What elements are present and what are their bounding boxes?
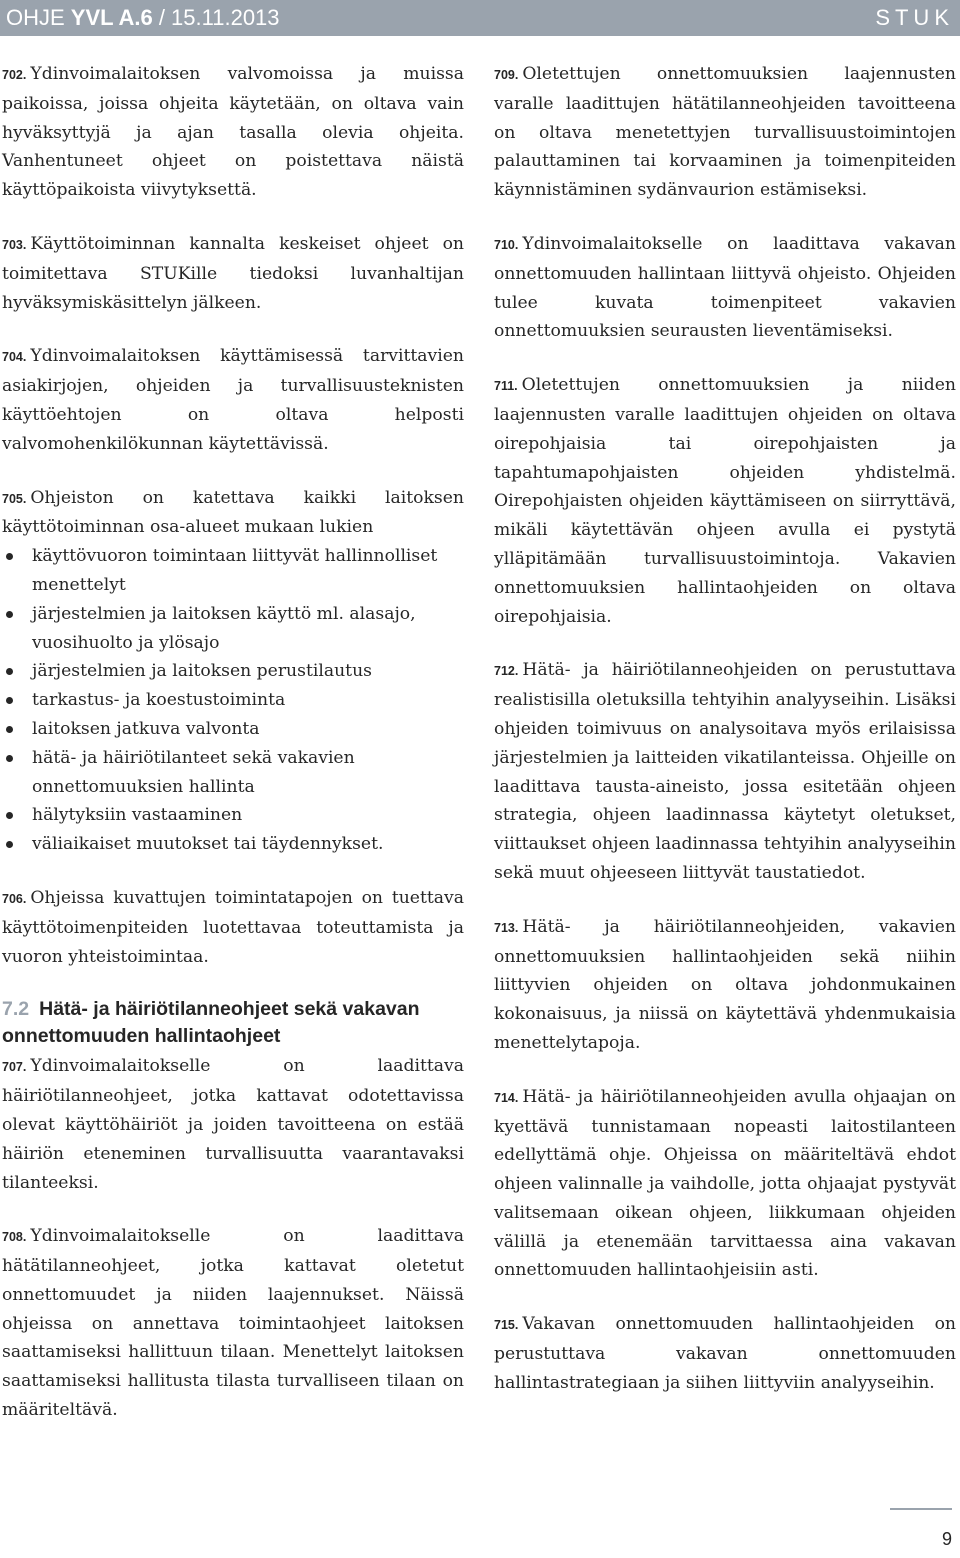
paragraph-710: [494, 230, 956, 346]
paragraph-text: Käyttötoiminnan kannalta keskeiset ohjeet on toimitettava STUKille tiedoksi luvanhaltijan hyväksymiskäsittelyn jälkeen.: [2, 233, 464, 313]
organization-name: STUK: [875, 5, 954, 30]
bullet-icon: [6, 812, 13, 819]
paragraph-714: [494, 1083, 956, 1286]
paragraph-number: 704.: [2, 350, 27, 365]
bullet-icon: [6, 553, 13, 560]
paragraph-text: Ydinvoimalaitoksen valvomoissa ja muissa paikoissa, joissa ohjeita käytetään, on oltava vain hyväksyttyjä ja ajan tasalla olevia ohjeita. Vanhentuneet ohjeet on poistettava näistä käyttöpaikoista viivytyksettä.: [2, 64, 464, 201]
bullet-icon: [6, 755, 13, 762]
paragraph-text: Oletettujen onnettomuuksien laajennusten varalle laadittujen hätätilanneohjeiden tavoitteena on oltava menetettyjen turvallisuustoimintojen palauttaminen tai korvaaminen ja toimenpiteiden käynnistäminen sydänvaurion estämiseksi.: [494, 64, 956, 201]
page-number-rule: [890, 1508, 952, 1510]
paragraph-704: [2, 342, 464, 458]
paragraph-text: Hätä- ja häiriötilanneohjeiden on perustuttava realistisilla oletuksilla tehtyihin analyyseihin. Lisäksi ohjeiden toimivuus on analysoitava myös erilaisissa järjestelmien ja laitteiden vikatilanteissa. Ohjeille on laadittava tausta-aineisto, jossa esitetään ohjeen strategia, ohjeen laadinnassa käytetyt oletukset, viittaukset ohjeen laadinnassa tehtyihin analyyseihin sekä muut ohjeeseen liittyvät taustatiedot.: [494, 660, 956, 883]
bullet-icon: [6, 841, 13, 848]
doc-date: / 15.11.2013: [152, 5, 280, 30]
paragraph-number: 706.: [2, 891, 27, 906]
list-item-text: järjestelmien ja laitoksen käyttö ml. alasajo, vuosihuolto ja ylösajo: [32, 603, 416, 653]
bullet-icon: [6, 697, 13, 704]
list-item: [2, 744, 464, 802]
paragraph-705: [2, 484, 464, 543]
paragraph-703: [2, 230, 464, 317]
list-item: [2, 657, 464, 686]
paragraph-text: Hätä- ja häiriötilanneohjeiden avulla ohjaajan on kyettävä tunnistamaan nopeasti laitostilanteen edellyttämä ohje. Ohjeissa on määriteltävä ehdot ohjeen valinnalle ja vaihdolle, jotta ohjaajat pystyvät valitsemaan oikean ohjeen, liikkumaan ohjeiden välillä ja etenemään tarvittaessa aina vakavan onnettomuuden hallintaohjeisiin asti.: [494, 1086, 956, 1281]
paragraph-text: Oletettujen onnettomuuksien ja niiden laajennusten varalle laadittujen ohjeiden on oltava oirepohjaisia tai oirepohjaisten ja tapahtumapohjaisten ohjeiden yhdistelmä. Oirepohjaisten ohjeiden käyttämiseen on siirryttävä, mikäli käytettävän ohjeen avulla ei pystytä ylläpitämään turvallisuustoimintoja. Vakavien onnettomuuksien hallintaohjeiden on oltava oirepohjaisia.: [494, 375, 956, 627]
paragraph-711: [494, 371, 956, 631]
paragraph-text: Ydinvoimalaitokselle on laadittava hätätilanneohjeet, jotka kattavat oletetut onnettomuudet ja niiden laajennukset. Näissä ohjeissa on annettava toimintaohjeet laitoksen saattamiseksi hallittuun tilaan. Menettelyt laitoksen saattamiseksi hallitusta tilasta turvalliseen tilaan on määriteltävä.: [2, 1226, 464, 1421]
paragraph-707: [2, 1052, 464, 1197]
doc-id: YVL A.6: [70, 5, 153, 30]
paragraph-713: [494, 913, 956, 1058]
paragraph-number: 707.: [2, 1060, 27, 1075]
paragraph-text: Ydinvoimalaitokselle on laadittava häiriötilanneohjeet, jotka kattavat odotettavissa olevat käyttöhäiriöt ja joiden tavoitteena on estää häiriön eteneminen turvallisuutta vaarantavaksi tilanteeksi.: [2, 1056, 464, 1193]
paragraph-number: 715.: [494, 1318, 519, 1333]
paragraph-text: Ydinvoimalaitoksen käyttämisessä tarvittavien asiakirjojen, ohjeiden ja turvallisuusteknisten käyttöehtojen on oltava helposti valvomohenkilökunnan käytettävissä.: [2, 346, 464, 454]
paragraph-number: 712.: [494, 664, 519, 679]
list-item-text: laitoksen jatkuva valvonta: [32, 718, 260, 739]
list-item-text: järjestelmien ja laitoksen perustilautus: [32, 661, 372, 682]
paragraph-number: 714.: [494, 1090, 519, 1105]
document-identifier: [6, 0, 280, 36]
section-number: 7.2: [2, 998, 30, 1021]
list-item: [2, 715, 464, 744]
left-column: [2, 60, 464, 1450]
list-item-text: käyttövuoron toimintaan liittyvät hallinnolliset menettelyt: [32, 546, 438, 595]
paragraph-text: Ohjeissa kuvattujen toimintatapojen on tuettava käyttötoimenpiteiden luotettavaa toteuttamista ja vuoron yhteistoimintaa.: [2, 887, 464, 967]
paragraph-text: Hätä- ja häiriötilanneohjeiden, vakavien onnettomuuksien hallintaohjeiden sekä niihin liittyvien ohjeiden on oltava johdonmukainen kokonaisuus, ja niissä on käytettävä yhdenmukaisia menettelytapoja.: [494, 916, 956, 1053]
list-item: [2, 542, 464, 600]
paragraph-text: Vakavan onnettomuuden hallintaohjeiden on perustuttava vakavan onnettomuuden hallintastrategiaan ja siihen liittyviin analyyseihin.: [494, 1314, 956, 1393]
section-heading: [2, 996, 464, 1050]
list-item: [2, 801, 464, 830]
paragraph-708: [2, 1222, 464, 1425]
paragraph-number: 703.: [2, 237, 27, 252]
paragraph-number: 710.: [494, 237, 519, 252]
bullet-icon: [6, 611, 13, 618]
paragraph-number: 702.: [2, 68, 27, 82]
list-item-text: hätä- ja häiriötilanteet sekä vakavien onnettomuuksien hallinta: [32, 747, 355, 797]
paragraph-number: 705.: [2, 491, 27, 506]
list-item-text: tarkastus- ja koestustoiminta: [32, 690, 286, 711]
list-item: [2, 686, 464, 715]
paragraph-706: [2, 884, 464, 971]
bullet-icon: [6, 726, 13, 733]
paragraph-number: 713.: [494, 920, 519, 935]
paragraph-702: [2, 60, 464, 205]
list-item: [2, 600, 464, 658]
paragraph-number: 709.: [494, 68, 519, 82]
paragraph-715: [494, 1310, 956, 1397]
section-title: Hätä- ja häiriötilanneohjeet sekä vakavan onnettomuuden hallintaohjeet: [2, 998, 420, 1048]
paragraph-709: [494, 60, 956, 205]
paragraph-number: 711.: [494, 379, 518, 394]
page-header: [0, 0, 960, 36]
page-number: 9: [941, 1529, 952, 1549]
paragraph-text: Ohjeiston on katettava kaikki laitoksen käyttötoiminnan osa-alueet mukaan lukien: [2, 487, 464, 538]
doc-prefix: OHJE: [6, 5, 71, 30]
bullet-icon: [6, 668, 13, 675]
right-column: [494, 60, 956, 1423]
paragraph-number: 708.: [2, 1230, 27, 1245]
list-item-text: hälytyksiin vastaaminen: [32, 805, 243, 826]
paragraph-text: Ydinvoimalaitokselle on laadittava vakavan onnettomuuden hallintaan liittyvä ohjeisto. Ohjeiden tulee kuvata toimenpiteet vakavien onnettomuuksien seurausten lieventämiseksi.: [494, 233, 956, 342]
list-item-text: väliaikaiset muutokset tai täydennykset.: [32, 834, 384, 855]
list-item: [2, 830, 464, 859]
paragraph-712: [494, 656, 956, 887]
bullet-list: [2, 542, 464, 859]
